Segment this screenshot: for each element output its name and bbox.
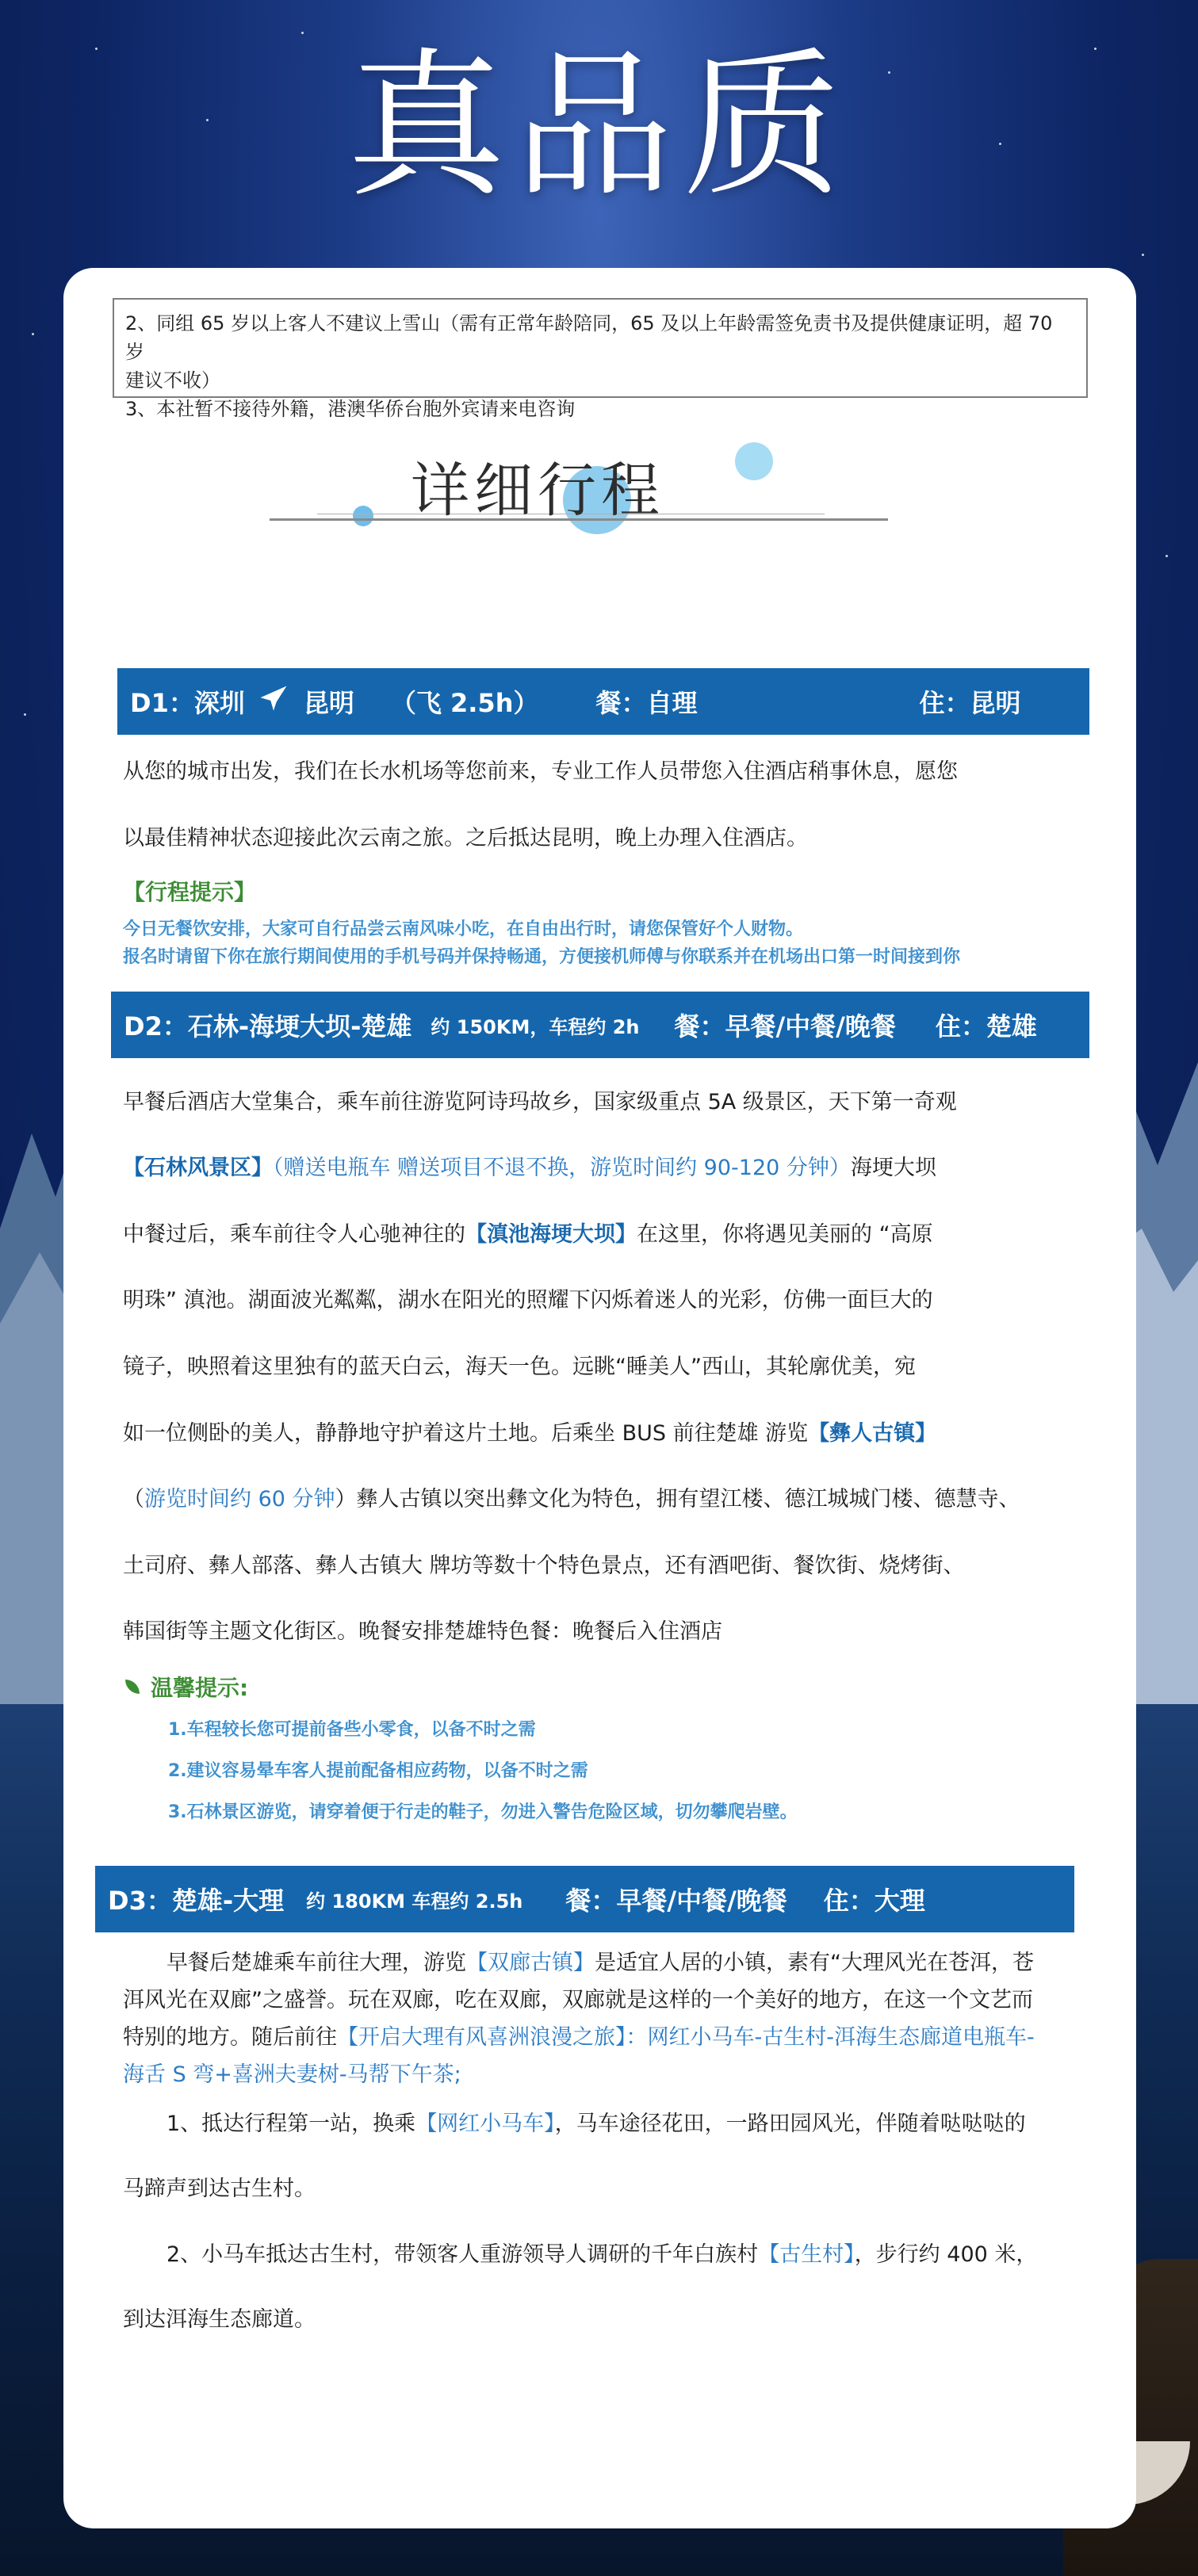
itinerary-heading-text: 详细行程 (411, 457, 664, 525)
day3-text: 2、小马车抵达古生村，带领客人重游领导人调研的千年白族村【古生村】，步行约 400 米， (166, 2242, 1038, 2267)
day3-text: 早餐后楚雄乘车前往大理，游览【双廊古镇】是适宜人居的小镇，素有“大理风光在苍洱，苍 (166, 1951, 1034, 1975)
day3-distance: 约 180KM 车程约 2.5h (306, 1890, 523, 1913)
day1-meal: 餐：自理 (595, 688, 698, 718)
day2-text: （游览时间约 60 分钟）彝人古镇以突出彝文化为特色，拥有望江楼、德江城城门楼、德慧寺、 (123, 1487, 1020, 1512)
day2-title: D2：石林-海埂大坝-楚雄 (124, 1011, 412, 1041)
day3-text: 洱风光在双廊”之盛誉。玩在双廊，吃在双廊，双廊就是这样的一个美好的地方，在这一个文艺而 (123, 1988, 1033, 2012)
leaf-icon (125, 1680, 140, 1694)
day3-title: D3：楚雄-大理 (108, 1886, 285, 1916)
day2-warm-tip: 1.车程较长您可提前备些小零食，以备不时之需 (168, 1720, 536, 1740)
itinerary-heading (270, 457, 943, 536)
day2-meal: 餐：早餐/中餐/晚餐 (674, 1011, 896, 1041)
day1-route-from: D1：深圳 (130, 688, 245, 718)
day2-warm-tip: 3.石林景区游览，请穿着便于行走的鞋子，勿进入警告危险区域，切勿攀爬岩壁。 (168, 1802, 798, 1822)
day2-text: 镜子，映照着这里独有的蓝天白云，海天一色。远眺“睡美人”西山，其轮廓优美，宛 (123, 1355, 916, 1379)
decor-dot (353, 506, 373, 526)
day2-text: 【石林风景区】（赠送电瓶车 赠送项目不退不换，游览时间约 90-120 分钟）海埂大坝 (123, 1156, 936, 1180)
notice-line: 建议不收） (125, 369, 220, 392)
hero-title: 真品质 (346, 34, 852, 219)
day2-banner (111, 992, 1089, 1058)
day2-text: 韩国街等主题文化街区。晚餐安排楚雄特色餐：晚餐后入住酒店 (123, 1619, 722, 1644)
day2-text: 早餐后酒店大堂集合，乘车前往游览阿诗玛故乡，国家级重点 5A 级景区，天下第一奇观 (123, 1090, 957, 1114)
day2-warm-tip: 2.建议容易晕车客人提前配备相应药物，以备不时之需 (168, 1761, 588, 1781)
day2-text: 如一位侧卧的美人，静静地守护着这片土地。后乘坐 BUS 前往楚雄 游览【彝人古镇】 (123, 1421, 937, 1446)
day2-stay: 住：楚雄 (935, 1011, 1037, 1041)
day3-banner (95, 1866, 1074, 1932)
notice-line: 3、本社暂不接待外籍，港澳华侨台胞外宾请来电咨询 (125, 398, 576, 420)
day3-meal: 餐：早餐/中餐/晚餐 (565, 1886, 787, 1916)
notice-line: 2、同组 65 岁以上客人不建议上雪山（需有正常年龄陪同，65 及以上年龄需签免责书及提供健康证明，超 70 岁 (125, 312, 1053, 363)
day3-text: 马蹄声到达古生村。 (123, 2177, 316, 2201)
day3-stay: 住：大理 (823, 1886, 925, 1916)
day1-banner (117, 668, 1089, 735)
day1-description: 从您的城市出发，我们在长水机场等您前来，专业工作人员带您入住酒店稍事休息，愿您 (123, 759, 958, 784)
day1-tip: 报名时请留下你在旅行期间使用的手机号码并保持畅通，方便接机师傅与你联系并在机场出口第一时间接到你 (123, 947, 961, 967)
day1-flight: （飞 2.5h） (390, 688, 539, 718)
day1-description: 以最佳精神状态迎接此次云南之旅。之后抵达昆明，晚上办理入住酒店。 (123, 826, 808, 850)
day1-tips-title: 【行程提示】 (123, 879, 257, 905)
day3-text: 特别的地方。随后前往【开启大理有风喜洲浪漫之旅】：网红小马车-古生村-洱海生态廊道电瓶车- (123, 2025, 1035, 2050)
day2-warm-title: 温馨提示: (125, 1671, 248, 1703)
day3-text: 海舌 S 弯+喜洲夫妻树-马帮下午茶; (123, 2062, 461, 2087)
day1-route-to: 昆明 (303, 688, 354, 718)
day2-text: 明珠” 滇池。湖面波光粼粼，湖水在阳光的照耀下闪烁着迷人的光彩，仿佛一面巨大的 (123, 1288, 933, 1313)
content-card (63, 268, 1136, 2528)
day1-stay: 住：昆明 (919, 688, 1021, 718)
notice-box (113, 298, 1088, 420)
day2-distance: 约 150KM，车程约 2h (431, 1015, 640, 1038)
day1-tip: 今日无餐饮安排，大家可自行品尝云南风味小吃，在自由出行时，请您保管好个人财物。 (123, 919, 804, 939)
decor-dot (735, 442, 773, 480)
day2-text: 中餐过后，乘车前往令人心驰神往的【滇池海埂大坝】在这里，你将遇见美丽的 “高原 (123, 1222, 933, 1247)
day3-text: 到达洱海生态廊道。 (123, 2307, 316, 2332)
day3-text: 1、抵达行程第一站，换乘【网红小马车】，马车途径花田，一路田园风光，伴随着哒哒哒的 (166, 2112, 1026, 2136)
day2-text: 土司府、彝人部落、彝人古镇大 牌坊等数十个特色景点，还有酒吧街、餐饮街、烧烤街、 (123, 1554, 965, 1578)
airplane-icon (256, 682, 291, 717)
